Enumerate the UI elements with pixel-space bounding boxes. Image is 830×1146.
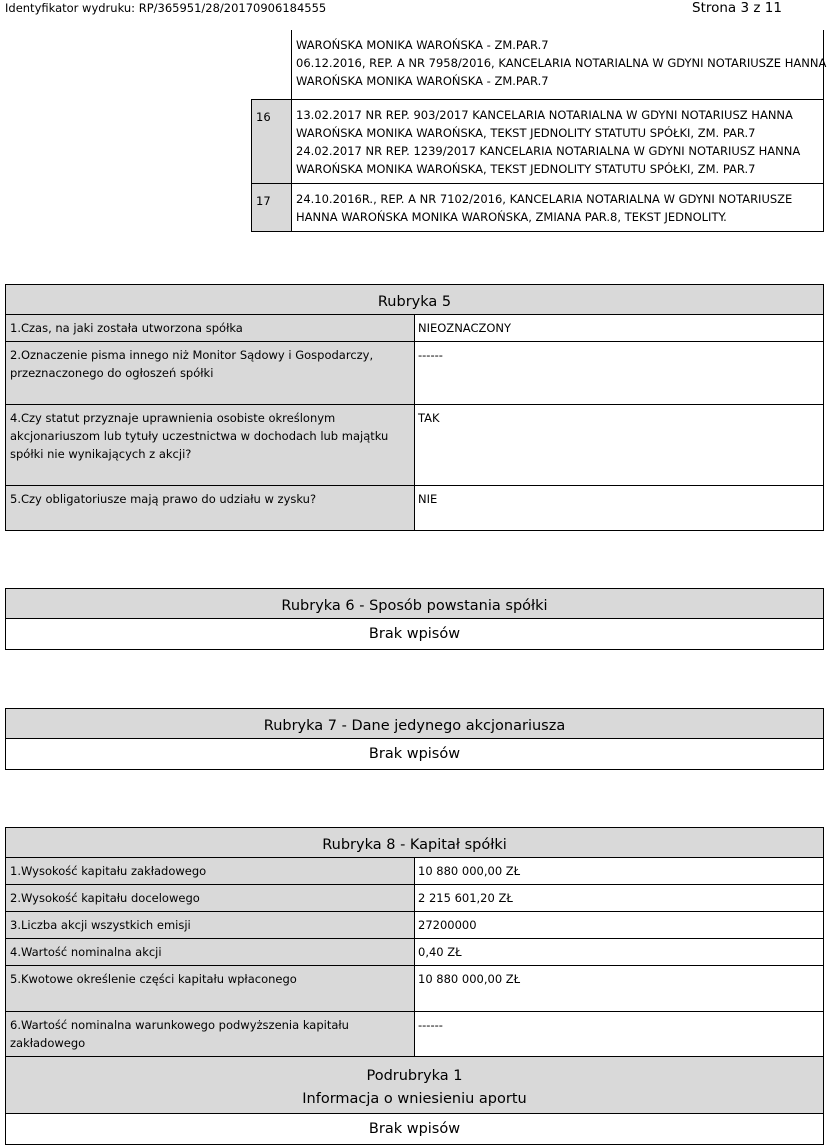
field-label: 2.Oznaczenie pisma innego niż Monitor Sądowy i Gospodarczy, przeznaczonego do ogłoszeń spółki: [6, 342, 415, 405]
row-number: 17: [252, 183, 292, 231]
row-number: [252, 30, 292, 99]
table-row: [252, 99, 824, 183]
row-text: [292, 99, 824, 183]
field-label: 2.Wysokość kapitału docelowego: [6, 885, 415, 912]
rubryka-6-table: [5, 588, 824, 650]
table-row: [6, 939, 824, 966]
rubryka-7-table: [5, 708, 824, 770]
field-label: 5.Czy obligatoriusze mają prawo do udziału w zysku?: [6, 486, 415, 531]
text-line: WAROŃSKA MONIKA WAROŃSKA, TEKST JEDNOLITY STATUTU SPÓŁKI, ZM. PAR.7: [296, 161, 756, 176]
table-row: [6, 966, 824, 1012]
field-value: 27200000: [415, 912, 824, 939]
text-line: 24.10.2016R., REP. A NR 7102/2016, KANCELARIA NOTARIALNA W GDYNI NOTARIUSZE: [296, 191, 793, 206]
continuation-table: [251, 30, 827, 232]
empty-notice: Brak wpisów: [6, 739, 824, 770]
subsection-subtitle: Informacja o wniesieniu aportu: [302, 1091, 527, 1107]
field-label: 1.Wysokość kapitału zakładowego: [6, 858, 415, 885]
table-row: [6, 1012, 824, 1057]
subsection-header: [6, 1057, 824, 1114]
field-value: NIEOZNACZONY: [415, 315, 824, 342]
row-text: [292, 183, 824, 231]
text-line: WAROŃSKA MONIKA WAROŃSKA - ZM.PAR.7: [296, 74, 549, 88]
empty-notice: Brak wpisów: [6, 619, 824, 650]
table-row: [6, 486, 824, 531]
field-label: 6.Wartość nominalna warunkowego podwyższenia kapitału zakładowego: [6, 1012, 415, 1057]
field-label: 4.Czy statut przyznaje uprawnienia osobiste określonym akcjonariuszom lub tytuły uczestnictwa w dochodach lub majątku spółki nie wynikających z akcji?: [6, 405, 415, 486]
table-row: [6, 912, 824, 939]
print-identifier: Identyfikator wydruku: RP/365951/28/20170906184555: [5, 1, 327, 15]
row-number: 16: [252, 99, 292, 183]
row-text: [292, 30, 827, 99]
table-row: [252, 183, 824, 231]
field-label: 5.Kwotowe określenie części kapitału wpłaconego: [6, 966, 415, 1012]
text-line: 13.02.2017 NR REP. 903/2017 KANCELARIA NOTARIALNA W GDYNI NOTARIUSZ HANNA: [296, 107, 793, 122]
empty-notice: Brak wpisów: [6, 1114, 824, 1145]
table-row: [6, 885, 824, 912]
table-row: [6, 315, 824, 342]
section-title: Rubryka 7 - Dane jedynego akcjonariusza: [6, 709, 824, 739]
field-value: 2 215 601,20 ZŁ: [415, 885, 824, 912]
field-value: ------: [415, 1012, 824, 1057]
field-value: 10 880 000,00 ZŁ: [415, 858, 824, 885]
field-label: 3.Liczba akcji wszystkich emisji: [6, 912, 415, 939]
text-line: WAROŃSKA MONIKA WAROŃSKA, TEKST JEDNOLITY STATUTU SPÓŁKI, ZM. PAR.7: [296, 125, 756, 140]
section-title: Rubryka 6 - Sposób powstania spółki: [6, 589, 824, 619]
field-label: 1.Czas, na jaki została utworzona spółka: [6, 315, 415, 342]
table-row: [6, 858, 824, 885]
text-line: 24.02.2017 NR REP. 1239/2017 KANCELARIA NOTARIALNA W GDYNI NOTARIUSZ HANNA: [296, 143, 801, 158]
table-row: [6, 342, 824, 405]
rubryka-8-table: [5, 827, 824, 1145]
field-value: 10 880 000,00 ZŁ: [415, 966, 824, 1012]
table-row: [252, 30, 824, 99]
table-row: [6, 405, 824, 486]
field-value: 0,40 ZŁ: [415, 939, 824, 966]
field-value: TAK: [415, 405, 824, 486]
section-title: Rubryka 5: [6, 285, 824, 315]
rubryka-5-table: [5, 284, 824, 531]
subsection-title: Podrubryka 1: [366, 1068, 463, 1084]
text-line: 06.12.2016, REP. A NR 7958/2016, KANCELARIA NOTARIALNA W GDYNI NOTARIUSZE HANNA: [296, 56, 827, 70]
field-value: ------: [415, 342, 824, 405]
page-number: Strona 3 z 11: [692, 0, 782, 16]
field-value: NIE: [415, 486, 824, 531]
section-title: Rubryka 8 - Kapitał spółki: [6, 828, 824, 858]
field-label: 4.Wartość nominalna akcji: [6, 939, 415, 966]
text-line: WAROŃSKA MONIKA WAROŃSKA - ZM.PAR.7: [296, 38, 549, 52]
text-line: HANNA WAROŃSKA MONIKA WAROŃSKA, ZMIANA PAR.8, TEKST JEDNOLITY.: [296, 209, 727, 224]
